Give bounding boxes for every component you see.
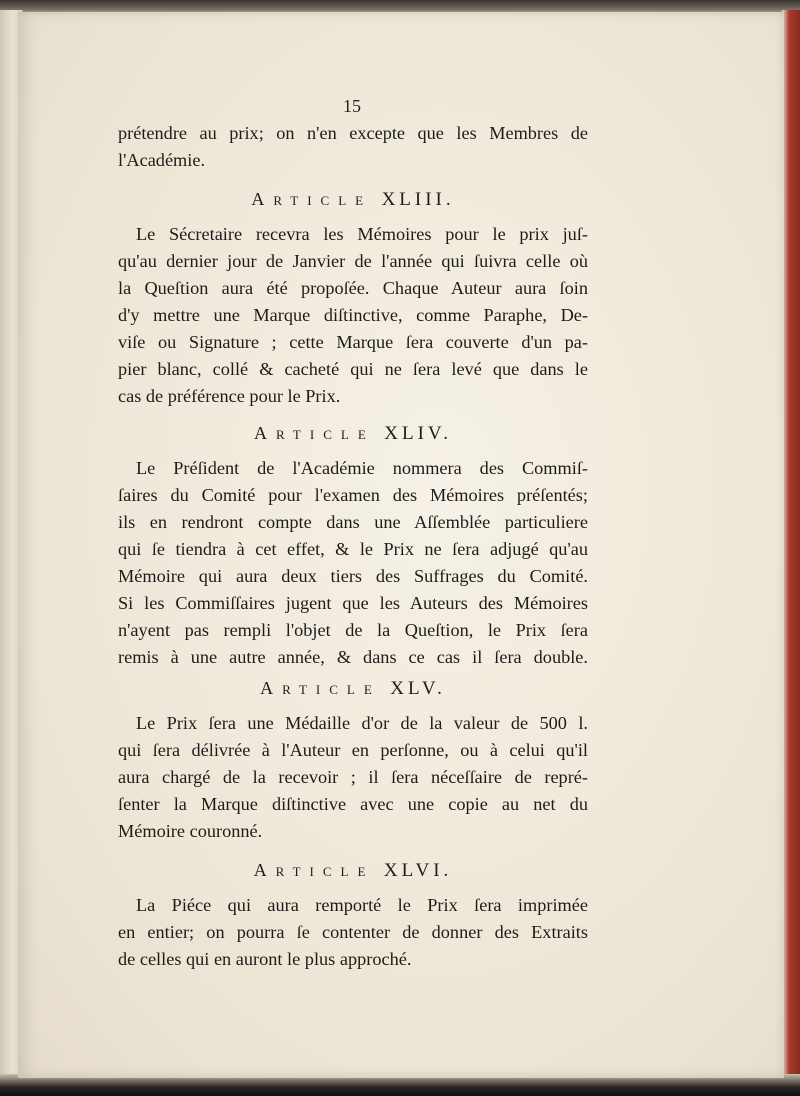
text-line: d'y mettre une Marque diſtinctive, comme Paraphe, De- <box>118 305 588 325</box>
article-number: XLIV. <box>384 423 452 444</box>
text-line: l'Académie. <box>118 150 206 170</box>
article-label: Article <box>260 678 381 698</box>
text-line: la Queſtion aura été propoſée. Chaque Auteur aura ſoin <box>118 278 588 298</box>
article-paragraph <box>118 221 588 410</box>
text-line: cas de préférence pour le Prix. <box>118 386 341 406</box>
text-line: La Piéce qui aura remporté le Prix ſera imprimée <box>136 895 588 915</box>
article-heading <box>118 857 588 884</box>
text-line: Le Sécretaire recevra les Mémoires pour le prix juſ- <box>136 224 588 244</box>
article-number: XLV. <box>390 678 446 699</box>
text-line: n'ayent pas rempli l'objet de la Queſtion, le Prix ſera <box>118 620 588 640</box>
page-text <box>118 120 588 973</box>
intro-paragraph <box>118 120 588 174</box>
text-line: ils en rendront compte dans une Aſſemblée particuliere <box>118 512 588 532</box>
text-line: en entier; on pourra ſe contenter de donner des Extraits <box>118 922 588 942</box>
article-paragraph <box>118 892 588 973</box>
text-line: viſe ou Signature ; cette Marque ſera couverte d'un pa- <box>118 332 588 352</box>
article-heading <box>118 420 588 447</box>
article-heading <box>118 675 588 702</box>
article-number: XLVI. <box>383 860 453 881</box>
text-line: qui ſe tiendra à cet effet, & le Prix ne ſera adjugé qu'au <box>118 539 588 559</box>
article-heading <box>118 186 588 213</box>
text-line: qui ſera délivrée à l'Auteur en perſonne, ou à celui qu'il <box>118 740 588 760</box>
book-right-edge <box>782 10 800 1090</box>
text-line: Le Préſident de l'Académie nommera des Commiſ- <box>136 458 588 478</box>
text-line: de celles qui en auront le plus approché. <box>118 949 412 969</box>
text-line: Mémoire qui aura deux tiers des Suffrages du Comité. <box>118 566 588 586</box>
text-line: qu'au dernier jour de Janvier de l'année qui ſuivra celle où <box>118 251 588 271</box>
article-label: Article <box>251 189 373 209</box>
article-paragraph <box>118 710 588 845</box>
text-line: ſenter la Marque diſtinctive avec une copie au net du <box>118 794 588 814</box>
text-line: pier blanc, collé & cacheté qui ne ſera levé que dans le <box>118 359 588 379</box>
book-page <box>18 12 784 1078</box>
text-line: Mémoire couronné. <box>118 821 263 841</box>
text-line: ſaires du Comité pour l'examen des Mémoires préſentés; <box>118 485 588 505</box>
text-line: Le Prix ſera une Médaille d'or de la valeur de 500 l. <box>136 713 588 733</box>
article-label: Article <box>254 423 375 443</box>
text-line: aura chargé de la recevoir ; il ſera néceſſaire de repré- <box>118 767 588 787</box>
text-line: prétendre au prix; on n'en excepte que les Membres de <box>118 123 588 143</box>
article-paragraph <box>118 455 588 671</box>
page-number: 15 <box>343 96 361 116</box>
text-line: remis à une autre année, & dans ce cas il ſera double. <box>118 647 588 667</box>
article-label: Article <box>253 860 375 880</box>
article-number: XLIII. <box>381 189 455 210</box>
text-line: Si les Commiſſaires jugent que les Auteurs des Mémoires <box>118 593 588 613</box>
